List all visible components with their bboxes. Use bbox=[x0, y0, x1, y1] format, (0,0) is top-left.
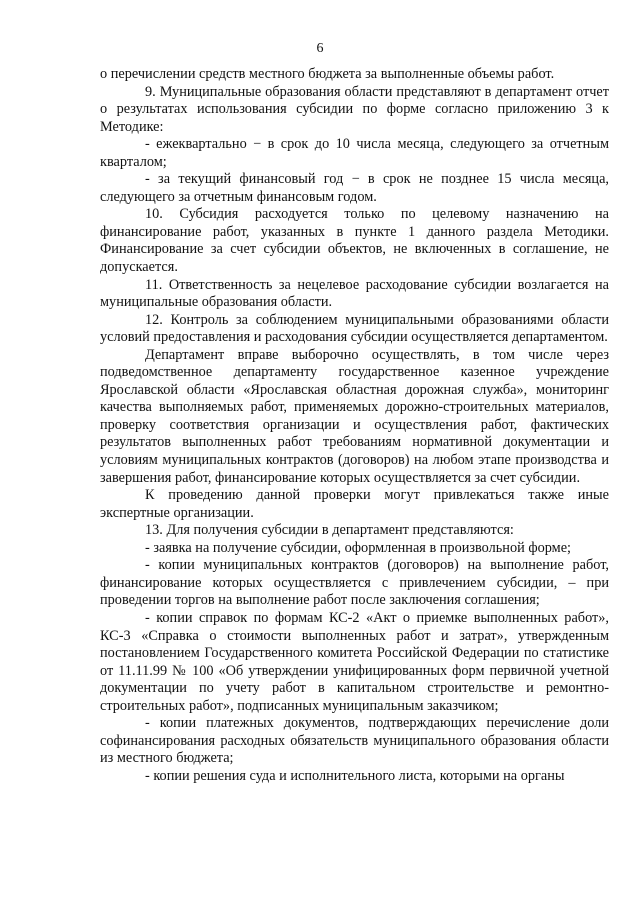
list-item-quarterly: - ежеквартально − в срок до 10 числа месяца, следующего за отчетным кварталом; bbox=[100, 136, 609, 170]
page-number: 6 bbox=[316, 41, 324, 56]
paragraph-continuation: о перечислении средств местного бюджета за выполненные объемы работ. bbox=[100, 66, 555, 82]
list-item-ks-forms: - копии справок по формам КС-2 «Акт о приемке выполненных работ», КС-3 «Справка о стоимости выполненных работ и затрат», утвержденным постановлением Государственного комитета Российской Федерации по статистике от 11.11.99 № 100 «Об утверждении унифицированных форм первичной учетной документации по учету работ в капитальном строительстве и ремонтно-строительных работ», подписанных муниципальным заказчиком; bbox=[100, 609, 609, 714]
paragraph-13: 13. Для получения субсидии в департамент представляются: bbox=[145, 522, 514, 539]
paragraph-9: 9. Муниципальные образования области представляют в департамент отчет о результатах использования субсидии по форме согласно приложению 3 к Методике: bbox=[100, 83, 609, 135]
list-item-payments: - копии платежных документов, подтверждающих перечисление доли софинансирования расходных обязательств муниципального образования области из местного бюджета; bbox=[100, 715, 609, 767]
paragraph-12: 12. Контроль за соблюдением муниципальными образованиями области условий предоставления и расходования субсидии осуществляется департаментом. bbox=[100, 311, 609, 346]
paragraph-experts: К проведению данной проверки могут привлекаться также иные экспертные организации. bbox=[100, 487, 609, 521]
list-item-contracts: - копии муниципальных контрактов (договоров) на выполнение работ, финансирование которых осуществляется с привлечением субсидии, – при проведении торгов на выполнение работ после заключения соглашения; bbox=[100, 557, 609, 609]
paragraph-11: 11. Ответственность за нецелевое расходование субсидии возлагается на муниципальные образования области. bbox=[100, 276, 609, 311]
list-item-court: - копии решения суда и исполнительного листа, которыми на органы bbox=[145, 767, 565, 784]
list-item-annual: - за текущий финансовый год − в срок не позднее 15 числа месяца, следующего за отчетным финансовым годом. bbox=[100, 171, 609, 205]
document-body bbox=[100, 66, 609, 785]
list-item-application: - заявка на получение субсидии, оформленная в произвольной форме; bbox=[145, 539, 572, 556]
paragraph-monitoring: Департамент вправе выборочно осуществлять, в том числе через подведомственное департаменту государственное казенное учреждение Ярославской области «Ярославская областная дорожная служба», мониторинг качества выполняемых работ, применяемых дорожно-строительных материалов, проверку соответствия организации и осуществления работ, фактических результатов выполненных работ требованиям нормативной документации и условиям муниципальных контрактов (договоров) на любом этапе производства и завершения работ, финансирование которых осуществляется за счет субсидии. bbox=[100, 346, 609, 486]
paragraph-10: 10. Субсидия расходуется только по целевому назначению на финансирование работ, указанных в пункте 1 данного раздела Методики. Финансирование за счет субсидии объектов, не включенных в соглашение, не допускается. bbox=[100, 206, 609, 276]
